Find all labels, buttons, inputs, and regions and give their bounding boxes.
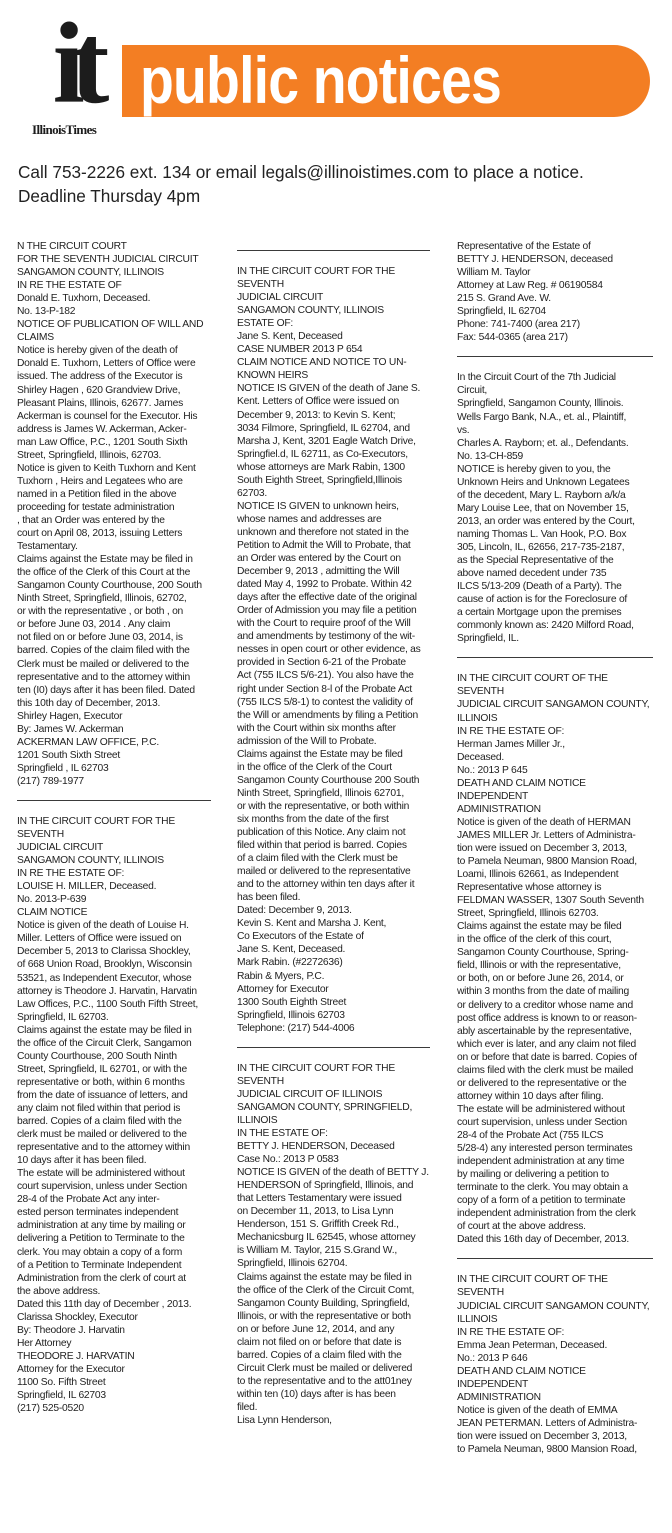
deadline-line: Deadline Thursday 4pm: [18, 186, 201, 206]
notice-henderson-estate: IN THE CIRCUIT COURT FOR THE SEVENTH JUDICIAL CIRCUIT OF ILLINOIS SANGAMON COUNTY, SPRINGFIELD, ILLINOIS IN THE ESTATE OF: BETTY J. HENDERSON, Deceased Case No.: 2013 P 0583 NOTICE IS GIVEN of the death of BETTY J. HENDERSON of Springfield, Illinois, and that Letters Testamentary were issued on December 11, 2013, to Lisa Lynn Henderson, 151 S. Griffith Creek Rd., Mechanicsburg IL 62545, whose attorney is William M. Taylor, 215 S.Grand W., Springfield, Illinois 62704. Claims against the estate may be filed in the office of the Clerk of the Circuit Comt, Sangamon County Building, Springfield, Illinois, or with the representative or both on or before June 12, 2014, and any claim not filed on or before that date is barred. Copies of a claim filed with the Circuit Clerk must be mailed or delivered to the representative and to the att01ney within ten (10) days after is has been filed. Lisa Lynn Henderson,: [237, 1062, 429, 1427]
notice-miller-estate: IN THE CIRCUIT COURT FOR THE SEVENTH JUDICIAL CIRCUIT SANGAMON COUNTY, ILLINOIS IN RE THE ESTATE OF: LOUISE H. MILLER, Deceased. No. 2013-P-639 CLAIM NOTICE Notice is given of the death of Louise H. Miller. Letters of Office were issued on December 5, 2013 to Clarissa Shockley, of 668 Union Road, Brooklyn, Wisconsin 53521, as Independent Executor, whose attorney is Theodore J. Harvatin, Harvatin Law Offices, P.C., 1100 South Fifth Street, Springfield, IL 62703. Claims against the estate may be filed in the office of the Circuit Clerk, Sangamon County Courthouse, 200 South Ninth Street, Springfield, IL 62701, or with the representative or both, within 6 months from the date of issuance of letters, and any claim not filed within that period is barred. Copies of a claim filed with the clerk must be mailed or delivered to the representative and to the attorney within 10 days after it has been filed. The estate will be administered without court supervision, unless under Section 28-4 of the Probate Act any inter- ested person terminates independent administration at any time by mailing or delivering a Petition to Terminate to the clerk. You may obtain a copy of a form of a Petition to Terminate Independent Administration from the clerk of court at the above address. Dated this 11th day of December , 2013. Clarissa Shockley, Executor By: Theodore J. Harvatin Her Attorney THEODORE J. HARVATIN Attorney for the Executor 1100 So. Fifth Street Springfield, IL 62703 (217) 525-0520: [17, 815, 198, 1415]
notice-divider: [457, 1258, 653, 1259]
notice-tuxhorn-estate: N THE CIRCUIT COURT FOR THE SEVENTH JUDICIAL CIRCUIT SANGAMON COUNTY, ILLINOIS IN RE THE ESTATE OF Donald E. Tuxhorn, Deceased. No. 13-P-182 NOTICE OF PUBLICATION OF WILL AND CLAIMS Notice is hereby given of the death of Donald E. Tuxhorn, Letters of Office were issued. The address of the Executor is Shirley Hagen , 620 Grandview Drive, Pleasant Plains, Illinois, 62677. James Ackerman is counsel for the Executor. His address is James W. Ackerman, Acker- man Law Office, P.C., 1201 South Sixth Street, Springfield, Illinois, 62703. Notice is given to Keith Tuxhorn and Kent Tuxhorn , Heirs and Legatees who are named in a Petition filed in the above proceeding for testate administration , that an Order was entered by the court on April 08, 2013, issuing Letters Testamentary. Claims against the Estate may be filed in the office of the Clerk of this Court at the Sangamon County Courthouse, 200 South Ninth Street, Springfield, Illinois, 62702, or with the representative , or both , on or before June 03, 2014 . Any claim not filed on or before June 03, 2014, is barred. Copies of the claim filed with the Clerk must be mailed or delivered to the representative and to the attorney within ten (I0) days after it has been filed. Dated this 10th day of December, 2013. Shirley Hagen, Executor By: James W. Ackerman ACKERMAN LAW OFFICE, P.C. 1201 South Sixth Street Springfield , IL 62703 (217) 789-1977: [17, 241, 204, 787]
notice-column-1: [17, 240, 211, 1530]
logo-wordmark: IllinoisTimes: [32, 122, 97, 137]
notice-divider: [457, 657, 653, 658]
masthead: [0, 0, 672, 206]
notice-column-3: [457, 240, 653, 1530]
notice-kent-estate: IN THE CIRCUIT COURT FOR THE SEVENTH JUDICIAL CIRCUIT SANGAMON COUNTY, ILLINOIS ESTATE OF: Jane S. Kent, Deceased CASE NUMBER 2013 P 654 CLAIM NOTICE AND NOTICE TO UN- KNOWN HEIRS NOTICE IS GIVEN of the death of Jane S. Kent. Letters of Office were issued on December 9, 2013: to Kevin S. Kent; 3034 Filmore, Springfield, IL 62704, and Marsha J, Kent, 3201 Eagle Watch Drive, Springfiel.d, IL 62711, as Co-Executors, whose attorneys are Mark Rabin, 1300 South Eighth Street, Springfield,Illinois 62703. NOTICE IS GIVEN to unknown heirs, whose names and addresses are unknown and therefore not stated in the Petition to Admit the Will to Probate, that an Order was entered by the Court on December 9, 2013 , admitting the Will dated May 4, 1992 to Probate. Within 42 days after the effective date of the original Order of Admission you may file a petition with the Court to require proof of the Will and amendments by testimony of the wit- nesses in open court or other evidence, as provided in Section 6-21 of the Probate Act (755 ILCS 5/6-21). You also have the right under Section 8-l of the Probate Act (755 ILCS 5/8-1) to contest the validity of the Will or amendments by filing a Petition with the Court within six months after admission of the Will to Probate. Claims against the Estate may be filed in the office of the Clerk of the Court Sangamon County Courthouse 200 South Ninth Street, Springfield, Illinois 62701, or with the representative, or both within six months from the date of the first publication of this Notice. Any claim not filed within that period is barred. Copies of a claim filed with the Clerk must be mailed or delivered to the representative and to the attorney within ten days after it has been filed. Dated: December 9, 2013. Kevin S. Kent and Marsha J. Kent, Co Executors of the Estate of Jane S. Kent, Deceased. Mark Rabin. (#2272636) Rabin & Myers, P.C. Attorney for Executor 1300 South Eighth Street Springfield, Illinois 62703 Telephone: (217) 544-4006: [237, 266, 421, 1034]
notice-rayborn-foreclosure: In the Circuit Court of the 7th Judicial Circuit, Springfield, Sangamon County, Illinois. Wells Fargo Bank, N.A., et. al., Plaintiff, vs. Charles A. Rayborn; et. al., Defendants. No. 13-CH-859 NOTICE is hereby given to you, the Unknown Heirs and Unknown Legatees of the decedent, Mary L. Rayborn a/k/a Mary Louise Lee, that on November 15, 2013, an order was entered by the Court, naming Thomas L. Van Hook, P.O. Box 305, Lincoln, IL, 62656, 217-735-2187, as the Special Representative of the above named decedent under 735 ILCS 5/13-209 (Death of a Party). The cause of action is for the Foreclosure of a certain Mortgage upon the premises commonly known as: 2420 Milford Road, Springfield, IL.: [457, 372, 635, 645]
logo-mark: it: [52, 14, 96, 122]
illinois-times-logo: [26, 14, 122, 144]
notice-column-2: [237, 240, 430, 1530]
notice-divider: [17, 800, 211, 801]
contact-info: [18, 160, 668, 208]
notice-peterman-estate: IN THE CIRCUIT COURT OF THE SEVENTH JUDICIAL CIRCUIT SANGAMON COUNTY, ILLINOIS IN RE THE ESTATE OF: Emma Jean Peterman, Deceased. No.: 2013 P 646 DEATH AND CLAIM NOTICE INDEPENDENT ADMINISTRATION Notice is given of the death of EMMA JEAN PETERMAN. Letters of Administra- tion were issued on December 3, 2013, to Pamela Neuman, 9800 Mansion Road,: [457, 1274, 650, 1456]
notice-henderson-representative: Representative of the Estate of BETTY J. HENDERSON, deceased William M. Taylor Attorney at Law Reg. # 06190584 215 S. Grand Ave. W. Springfield, IL 62704 Phone: 741-7400 (area 217) Fax: 544-0365 (area 217): [457, 241, 613, 344]
notice-herman-miller-estate: IN THE CIRCUIT COURT OF THE SEVENTH JUDICIAL CIRCUIT SANGAMON COUNTY, ILLINOIS IN RE THE ESTATE OF: Herman James Miller Jr., Deceased. No.: 2013 P 645 DEATH AND CLAIM NOTICE INDEPENDENT ADMINISTRATION Notice is given of the death of HERMAN JAMES MILLER Jr. Letters of Administra- tion were issued on December 3, 2013, to Pamela Neuman, 9800 Mansion Road, Loami, Illinois 62661, as Independent Representative whose attorney is FELDMAN WASSER, 1307 South Seventh Street, Springfield, Illinois 62703. Claims against the estate may be filed in the office of the clerk of this court, Sangamon County Courthouse, Spring- field, Illinois or with the representative, or both, on or before June 26, 2014, or within 3 months from the date of mailing or delivery to a creditor whose name and post office address is known to or reason- ably ascertainable by the representative, which ever is later, and any claim not filed on or before that date is barred. Copies of claims filed with the clerk must be mailed or delivered to the representative or the attorney within 10 days after filing. The estate will be administered without court supervision, unless under Section 28-4 of the Probate Act (755 ILCS 5/28-4) any interested person terminates independent administration at any time by mailing or delivering a petition to terminate to the clerk. You may obtain a copy of a form of a petition to terminate independent administration from the clerk of court at the above address. Dated this 16th day of December, 2013.: [457, 673, 650, 1246]
contact-line: Call 753-2226 ext. 134 or email legals@illinoistimes.com to place a notice.: [18, 162, 584, 182]
notice-divider: [237, 250, 430, 251]
notice-divider: [457, 356, 653, 357]
notice-divider: [237, 1047, 430, 1048]
page-title: public notices: [140, 43, 501, 117]
